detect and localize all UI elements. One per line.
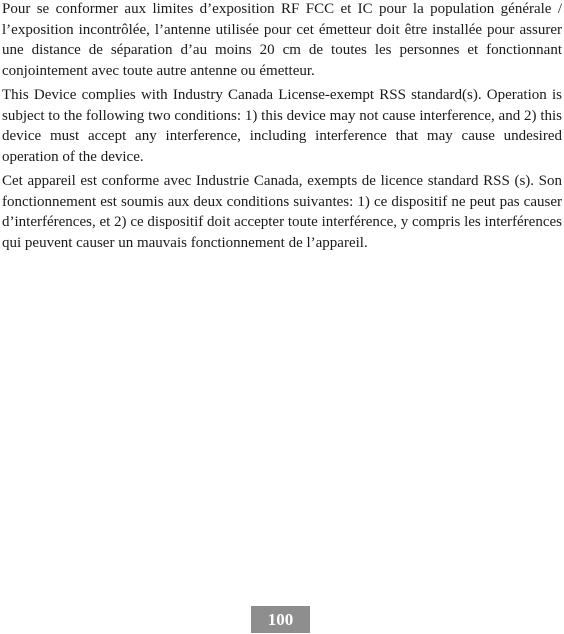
paragraph-rf-exposure-fr: Pour se conformer aux limites d’exposition RF FCC et IC pour la population générale / l’exposition incontrôlée, l’antenne utilisée pour cet émetteur doit être installée pour assurer une distance de séparation d’au moins 20 cm de toutes les personnes et fonctionnant conjointement avec toute autre antenne ou émetteur.: [2, 1, 562, 79]
paragraph-ic-compliance-en: This Device complies with Industry Canada License-exempt RSS standard(s). Operation is subject to the following two conditions: 1) this device may not cause interference, and 2) this device must accept any interference, including interference that may cause undesired operation of the device.: [2, 87, 562, 165]
document-body: [2, 0, 562, 257]
page-number: 100: [251, 606, 310, 633]
paragraph-ic-compliance-fr: Cet appareil est conforme avec Industrie Canada, exempts de licence standard RSS (s). Son fonctionnement est soumis aux deux conditions suivantes: 1) ce dispositif ne peut pas causer d’interférences, et 2) ce dispositif doit accepter toute interférence, y compris les interférences qui peuvent causer un mauvais fonctionnement de l’appareil.: [2, 173, 562, 251]
